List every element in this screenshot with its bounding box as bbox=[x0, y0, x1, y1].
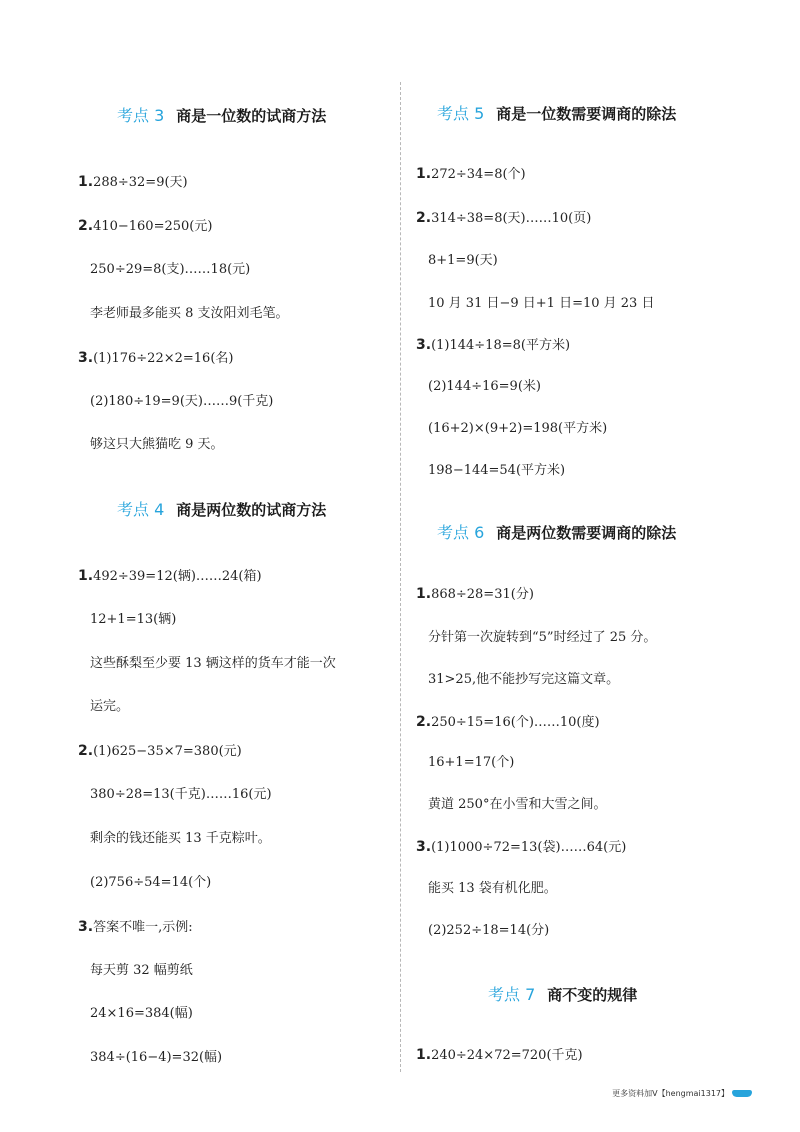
answer-line bbox=[428, 462, 565, 480]
answer-line bbox=[428, 754, 514, 772]
answer-text: (2)252÷18=14(分) bbox=[428, 923, 550, 938]
section-header-6 bbox=[437, 523, 676, 543]
answer-text: 每天剪 32 幅剪纸 bbox=[90, 963, 193, 978]
answer-line bbox=[90, 786, 272, 804]
question-number: 3. bbox=[78, 350, 94, 366]
answer-line bbox=[416, 585, 534, 604]
answer-line bbox=[90, 305, 289, 323]
answer-text: (1)1000÷72=13(袋)……64(元) bbox=[431, 840, 627, 855]
answer-text: 250÷15=16(个)……10(度) bbox=[431, 715, 600, 730]
answer-text: 380÷28=13(千克)……16(元) bbox=[90, 787, 272, 802]
answer-line bbox=[428, 796, 606, 814]
footer-text: 更多资料加V【hengmai1317】 bbox=[612, 1089, 729, 1098]
answer-text: 240÷24×72=720(千克) bbox=[431, 1048, 583, 1063]
section-header-3 bbox=[117, 106, 326, 126]
section-header-4 bbox=[117, 500, 326, 520]
question-number: 1. bbox=[78, 568, 94, 584]
question-number: 1. bbox=[78, 174, 94, 190]
answer-text: 剩余的钱还能买 13 千克粽叶。 bbox=[90, 831, 271, 846]
answer-line bbox=[428, 629, 656, 647]
answer-line bbox=[90, 655, 336, 673]
answer-text: 314÷38=8(天)……10(页) bbox=[431, 211, 592, 226]
wave-icon bbox=[732, 1090, 752, 1097]
answer-line bbox=[416, 838, 626, 857]
section-header-5 bbox=[437, 104, 676, 124]
answer-line bbox=[428, 295, 654, 313]
answer-line bbox=[428, 922, 549, 940]
answer-line bbox=[78, 217, 212, 236]
question-number: 2. bbox=[78, 743, 94, 759]
section-tag: 考点 4 bbox=[117, 500, 165, 519]
answer-line bbox=[428, 880, 557, 898]
answer-line bbox=[416, 165, 526, 184]
answer-text: 分针第一次旋转到“5”时经过了 25 分。 bbox=[428, 630, 657, 645]
answer-text: 16+1=17(个) bbox=[428, 755, 515, 770]
answer-text: 868÷28=31(分) bbox=[431, 587, 534, 602]
answer-line bbox=[78, 918, 193, 937]
answer-text: 李老师最多能买 8 支汝阳刘毛笔。 bbox=[90, 306, 289, 321]
question-number: 1. bbox=[416, 166, 432, 182]
question-number: 2. bbox=[416, 714, 432, 730]
answer-text: 能买 13 袋有机化肥。 bbox=[428, 881, 557, 896]
question-number: 3. bbox=[78, 919, 94, 935]
answer-text: (16+2)×(9+2)=198(平方米) bbox=[428, 421, 608, 436]
answer-text: (2)756÷54=14(个) bbox=[90, 875, 212, 890]
answer-line bbox=[416, 713, 600, 732]
question-number: 1. bbox=[416, 586, 432, 602]
answer-line bbox=[428, 671, 619, 689]
answer-text: 这些酥梨至少要 13 辆这样的货车才能一次 bbox=[90, 656, 336, 671]
answer-line bbox=[90, 1005, 193, 1023]
answer-line bbox=[90, 261, 250, 279]
section-tag: 考点 6 bbox=[437, 523, 485, 542]
answer-text: (2)180÷19=9(天)……9(千克) bbox=[90, 394, 274, 409]
answer-text: (1)144÷18=8(平方米) bbox=[431, 338, 571, 353]
answer-text: 够这只大熊猫吃 9 天。 bbox=[90, 437, 224, 452]
answer-line bbox=[78, 742, 242, 761]
section-title: 商是两位数的试商方法 bbox=[176, 501, 327, 519]
answer-line bbox=[78, 567, 262, 586]
answer-line bbox=[90, 830, 271, 848]
section-title: 商是一位数需要调商的除法 bbox=[496, 105, 677, 123]
column-divider bbox=[400, 82, 401, 1072]
answer-line bbox=[90, 874, 211, 892]
answer-text: 答案不唯一,示例: bbox=[93, 920, 193, 935]
answer-line bbox=[90, 611, 176, 629]
answer-text: 250÷29=8(支)……18(元) bbox=[90, 262, 251, 277]
question-number: 2. bbox=[416, 210, 432, 226]
answer-text: 272÷34=8(个) bbox=[431, 167, 526, 182]
answer-text: (1)625−35×7=380(元) bbox=[93, 744, 242, 759]
answer-text: 12+1=13(辆) bbox=[90, 612, 177, 627]
answer-line bbox=[90, 698, 129, 716]
answer-text: 288÷32=9(天) bbox=[93, 175, 188, 190]
section-header-7 bbox=[488, 985, 637, 1005]
answer-text: (2)144÷16=9(米) bbox=[428, 379, 541, 394]
section-tag: 考点 5 bbox=[437, 104, 485, 123]
answer-line bbox=[78, 349, 233, 368]
section-title: 商是一位数的试商方法 bbox=[176, 107, 327, 125]
answer-line bbox=[416, 1046, 583, 1065]
answer-text: 384÷(16−4)=32(幅) bbox=[90, 1050, 223, 1065]
question-number: 2. bbox=[78, 218, 94, 234]
answer-text: 8+1=9(天) bbox=[428, 253, 498, 268]
answer-line bbox=[90, 962, 193, 980]
answer-text: 31>25,他不能抄写完这篇文章。 bbox=[428, 672, 620, 687]
section-tag: 考点 3 bbox=[117, 106, 165, 125]
answer-text: (1)176÷22×2=16(名) bbox=[93, 351, 234, 366]
answer-text: 黄道 250°在小雪和大雪之间。 bbox=[428, 797, 607, 812]
answer-text: 492÷39=12(辆)……24(箱) bbox=[93, 569, 262, 584]
answer-line bbox=[416, 336, 570, 355]
answer-line bbox=[428, 378, 541, 396]
question-number: 1. bbox=[416, 1047, 432, 1063]
question-number: 3. bbox=[416, 839, 432, 855]
section-tag: 考点 7 bbox=[488, 985, 536, 1004]
answer-text: 运完。 bbox=[90, 699, 130, 714]
question-number: 3. bbox=[416, 337, 432, 353]
section-title: 商不变的规律 bbox=[547, 986, 638, 1004]
section-title: 商是两位数需要调商的除法 bbox=[496, 524, 677, 542]
answer-line bbox=[78, 173, 188, 192]
answer-line bbox=[90, 436, 224, 454]
answer-line bbox=[428, 252, 498, 270]
answer-text: 198−144=54(平方米) bbox=[428, 463, 566, 478]
answer-line bbox=[416, 209, 591, 228]
answer-line bbox=[90, 1049, 222, 1067]
answer-text: 10 月 31 日−9 日+1 日=10 月 23 日 bbox=[428, 296, 655, 311]
answer-line bbox=[90, 393, 273, 411]
answer-line bbox=[428, 420, 607, 438]
answer-text: 410−160=250(元) bbox=[93, 219, 213, 234]
footer-watermark bbox=[612, 1088, 752, 1099]
answer-text: 24×16=384(幅) bbox=[90, 1006, 193, 1021]
